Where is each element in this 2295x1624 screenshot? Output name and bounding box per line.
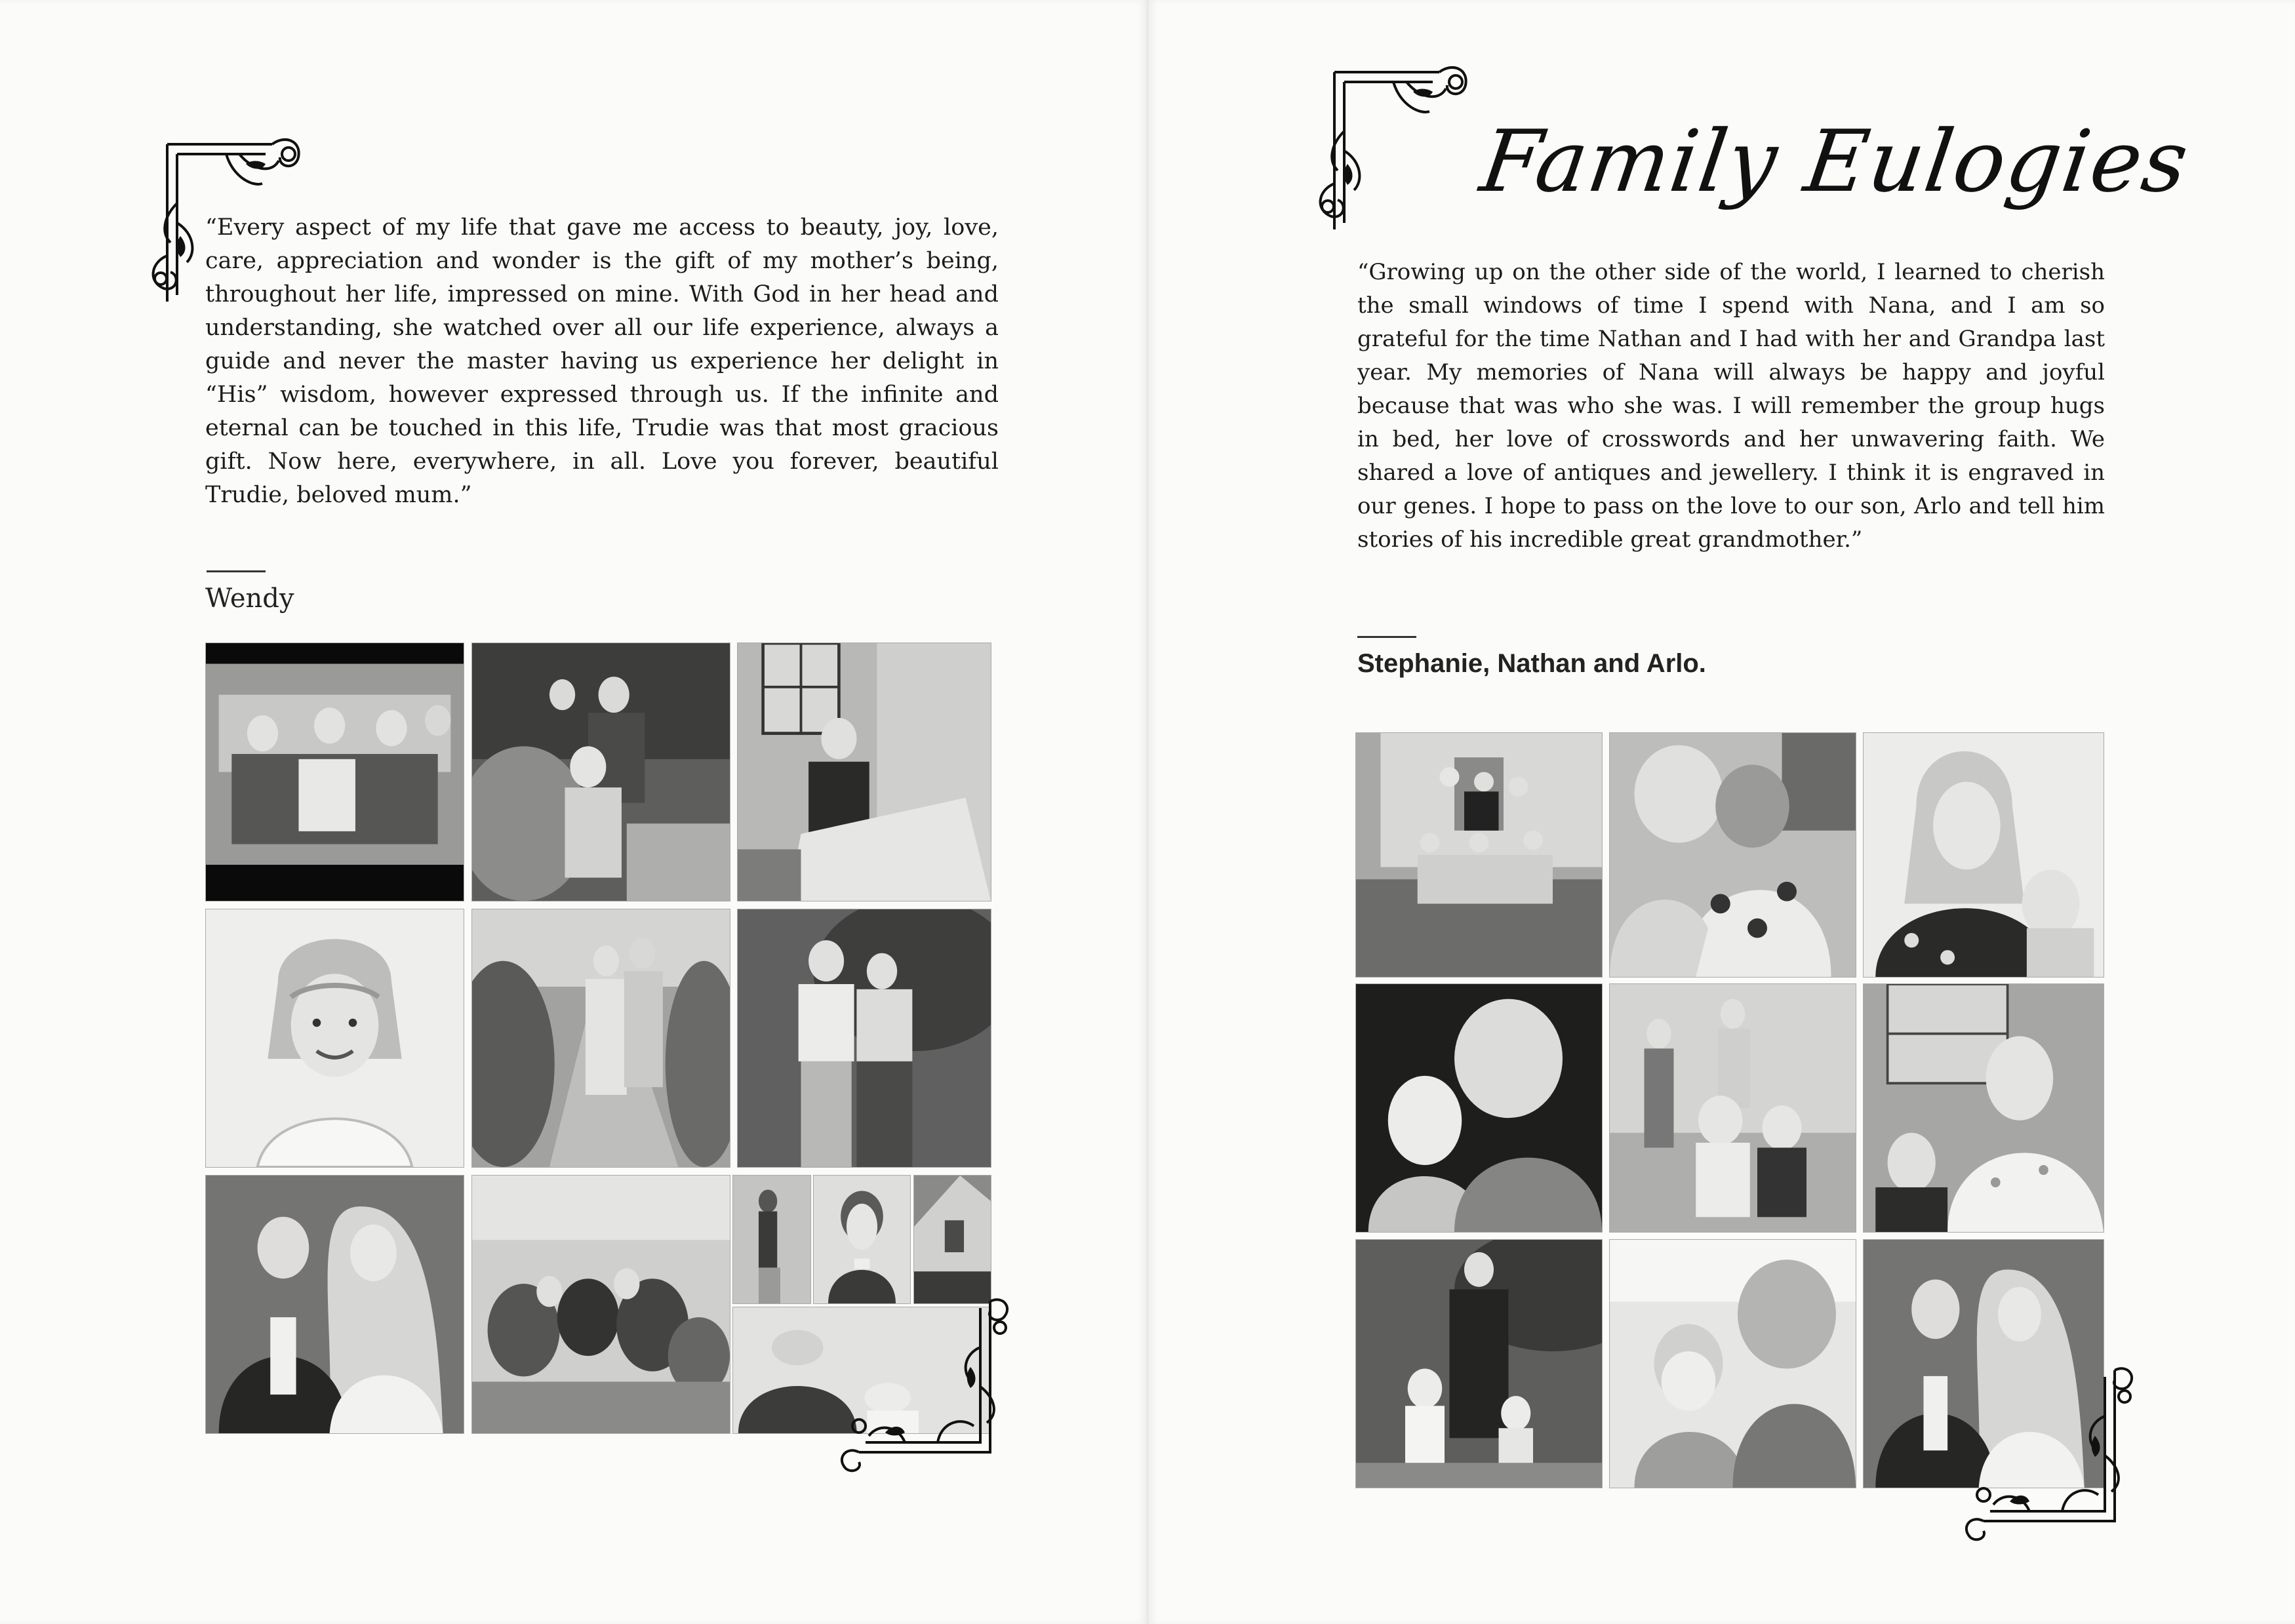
photo-woman-by-house [737, 643, 991, 901]
photo-wedding-couple [205, 1175, 464, 1434]
photo-celebration-crowd [471, 1175, 730, 1434]
photo-family-group-porch [1355, 732, 1603, 978]
stephanie-author: Stephanie, Nathan and Arlo. [1357, 649, 1706, 678]
corner-flourish-bottom-right-page-icon [1957, 1357, 2141, 1547]
wendy-author: Wendy [205, 584, 294, 614]
photo-family-outdoors [1609, 983, 1856, 1233]
page-title: Family Eulogies [1475, 111, 2195, 211]
photo-small-older-woman [813, 1175, 911, 1304]
signature-rule-right [1357, 636, 1416, 638]
left-page [0, 0, 1146, 1624]
photo-mother-children-garden [471, 643, 730, 901]
photo-woman-with-baby [1863, 732, 2104, 978]
photo-couple-embrace [737, 909, 991, 1168]
photo-small-standing-woman [732, 1175, 811, 1304]
photo-nana-with-baby [1863, 983, 2104, 1233]
photo-grandpa-with-children [1355, 1239, 1603, 1488]
photo-group-seated [205, 643, 464, 901]
photo-nana-with-toddler [1355, 983, 1603, 1233]
signature-rule [207, 570, 266, 572]
photo-nana-with-smiling-child [1609, 1239, 1856, 1488]
corner-flourish-top-right-page-icon [1308, 52, 1485, 249]
photo-couple-path [471, 909, 730, 1168]
photo-nana-kissing-baby [1609, 732, 1856, 978]
photo-child-portrait [205, 909, 464, 1168]
corner-flourish-bottom-right-icon [833, 1288, 1016, 1478]
photo-small-house-corner [913, 1175, 991, 1304]
stephanie-eulogy-quote: “Growing up on the other side of the world, I learned to cherish the small windows of time I spend with Nana, and I am so grateful for the time Nathan and I had with her and Grandpa last year. My memories of Nana will always be happy and joyful because that was who she was. I will remember the group hugs in bed, her love of crosswords and her unwavering faith. We shared a love of antiques and jewellery. I think it is engraved in our genes. I hope to pass on the love to our son, Arlo and tell him stories of his incredible great grandmother.” [1357, 259, 2105, 553]
wendy-eulogy-quote: “Every aspect of my life that gave me access to beauty, joy, love, care, appreciation and wonder is the gift of my mother’s being, throughout her life, impressed on mine. With God in her head and understanding, she watched over all our life experience, always a guide and never the master having us experience her delight in “His” wisdom, however expressed through us. If the infinite and eternal can be touched in this life, Trudie was that most gracious gift. Now here, everywhere, in all. Love you forever, beautiful Trudie, beloved mum.” [205, 214, 999, 508]
